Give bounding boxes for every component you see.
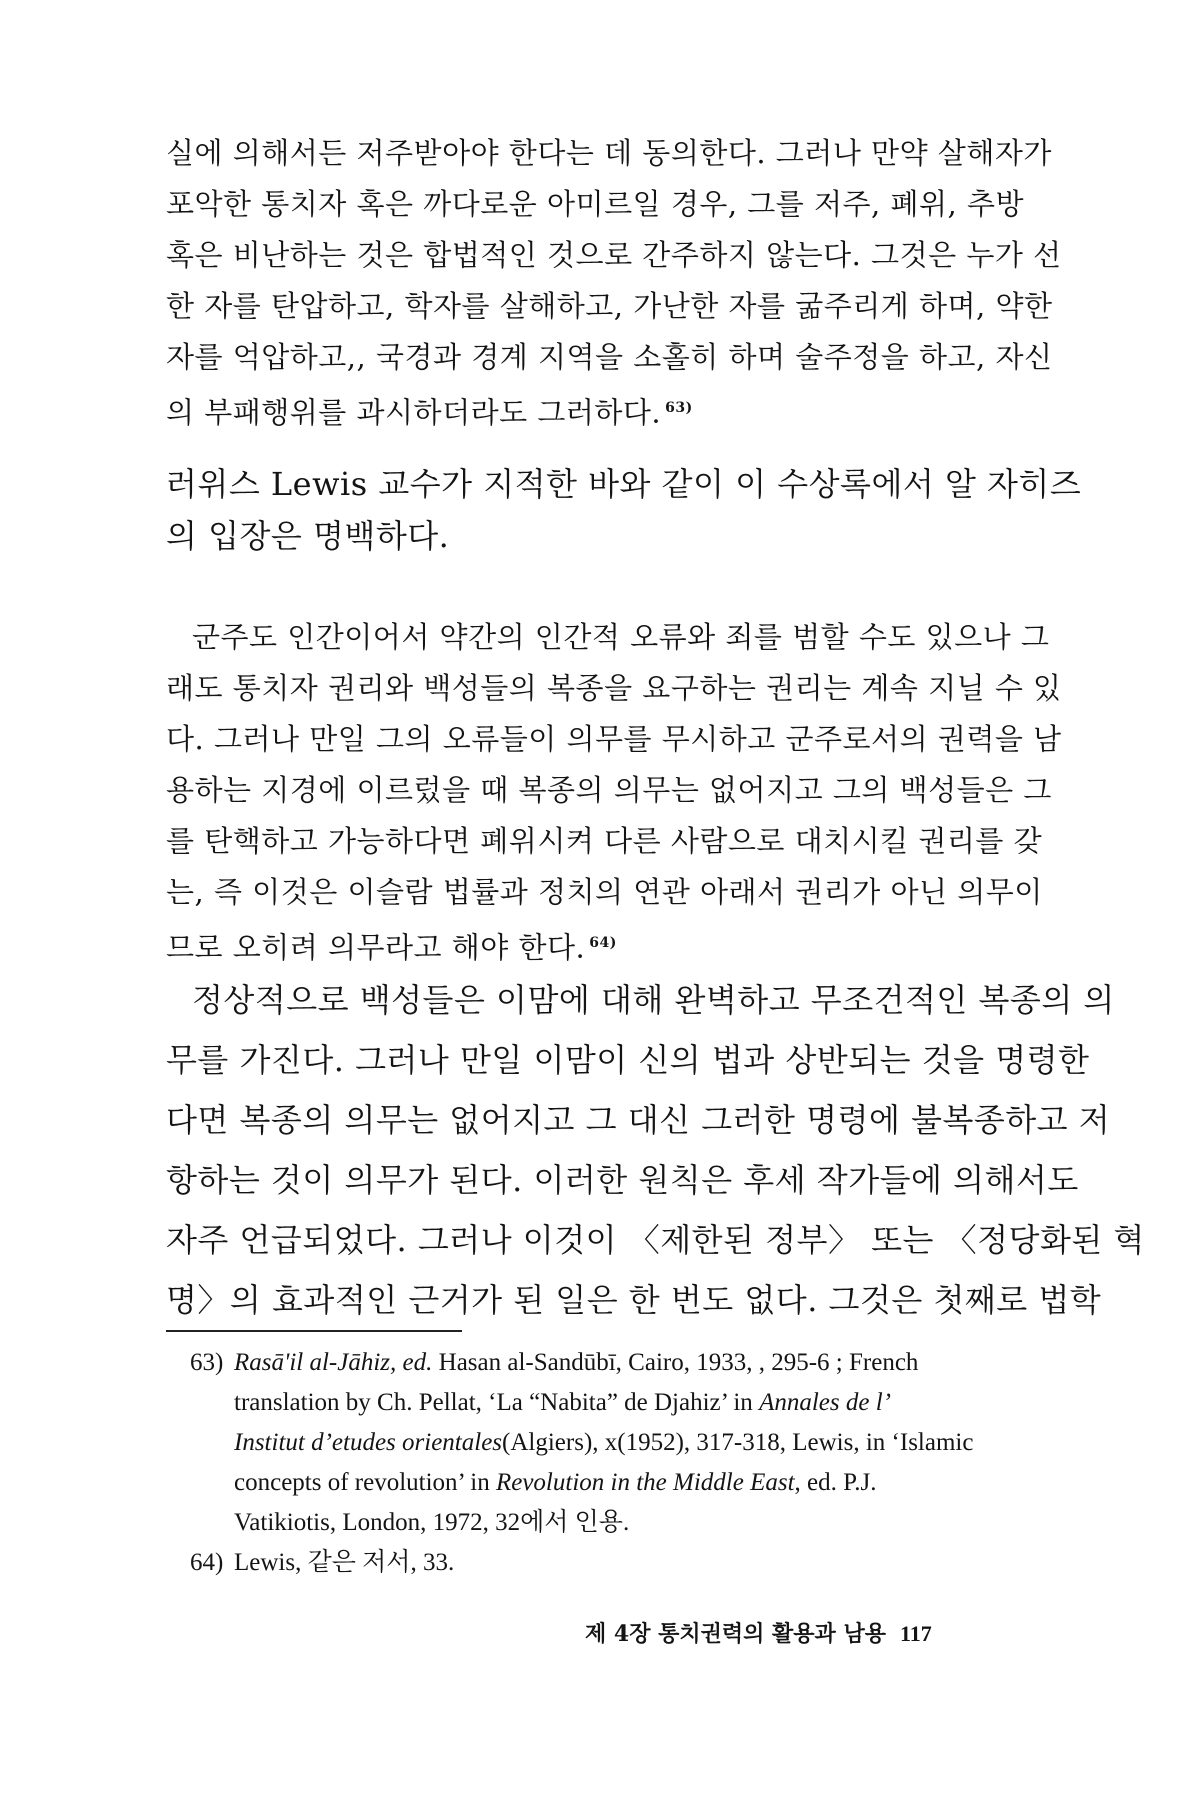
chapter-title: 제 4장 통치권력의 활용과 남용 (585, 1621, 886, 1647)
block-quote-2 (166, 612, 1062, 974)
footnotes (190, 1343, 1050, 1583)
footnote-63-line (190, 1463, 1050, 1503)
quote1-line: 의 부패행위를 과시하더라도 그러하다. (166, 395, 662, 430)
quote2-line: 를 탄핵하고 가능하다면 폐위시켜 다른 사람으로 대치시킬 권리를 갖 (166, 824, 1043, 858)
quote2-line: 래도 통치자 권리와 백성들의 복종을 요구하는 권리는 계속 지닐 수 있 (166, 671, 1062, 705)
footnote-63-line (190, 1383, 1050, 1423)
page-number: 117 (899, 1621, 932, 1646)
quote2-last-line (166, 918, 1041, 974)
quote1-line: 포악한 통치자 혹은 까다로운 아미르일 경우, 그를 저주, 폐위, 추방 (166, 187, 1024, 221)
footnote-63-title: Annales de l’ (759, 1389, 891, 1416)
footnote-ref-64: 64) (589, 935, 617, 951)
quote2-line: 다. 그러나 만일 그의 오류들이 의무를 무시하고 군주로서의 권력을 남 (166, 722, 1062, 756)
footnote-63-text: concepts of revolution’ in (234, 1469, 496, 1496)
paragraph-2 (166, 970, 1145, 1330)
footnote-64-number: 64) (190, 1549, 224, 1576)
page-footer (585, 1617, 932, 1648)
footnote-63-line: Vatikiotis, London, 1972, 32에서 인용. (234, 1509, 630, 1536)
footnote-63-line (190, 1423, 1050, 1463)
quote1-last-line (166, 383, 1041, 439)
footnote-63-title: Revolution in the Middle East (495, 1469, 795, 1496)
quote2-line: 므로 오히려 의무라고 해야 한다. (166, 930, 586, 965)
footnote-63-text: Hasan al-Sandūbī, Cairo, 1933, , 295-6 ; French (432, 1349, 919, 1376)
para2-line: 정상적으로 백성들은 이맘에 대해 완벽하고 무조건적인 복종의 의 (192, 981, 1115, 1019)
para2-line: 무를 가진다. 그러나 만일 이맘이 신의 법과 상반되는 것을 명령한 (166, 1041, 1090, 1079)
para1-line: 의 입장은 명백하다. (166, 517, 450, 555)
para2-line: 다면 복종의 의무는 없어지고 그 대신 그러한 명령에 불복종하고 저 (166, 1101, 1111, 1139)
footnote-ref-63: 63) (665, 400, 693, 416)
paragraph-1 (166, 458, 1082, 562)
quote2-line: 용하는 지경에 이르렀을 때 복종의 의무는 없어지고 그의 백성들은 그 (166, 773, 1052, 807)
para1-line: 러위스 Lewis 교수가 지적한 바와 같이 이 수상록에서 알 자히즈 (166, 465, 1082, 503)
para2-line: 자주 언급되었다. 그러나 이것이 〈제한된 정부〉 또는 〈정당화된 혁 (166, 1221, 1145, 1259)
quote1-line: 자를 억압하고,, 국경과 경계 지역을 소홀히 하며 술주정을 하고, 자신 (166, 340, 1053, 374)
footnote-63-text: translation by Ch. Pellat, ‘La “Nabita” de Djahiz’ in (234, 1389, 760, 1416)
footnote-separator (166, 1330, 462, 1332)
para2-line: 명〉의 효과적인 근거가 된 일은 한 번도 없다. 그것은 첫째로 법학 (166, 1281, 1102, 1319)
para2-line: 항하는 것이 의무가 된다. 이러한 원칙은 후세 작가들에 의해서도 (166, 1161, 1079, 1199)
quote2-line: 는, 즉 이것은 이슬람 법률과 정치의 연관 아래서 권리가 아닌 의무이 (166, 875, 1043, 909)
footnote-64 (190, 1543, 1050, 1583)
quote1-line: 실에 의해서든 저주받아야 한다는 데 동의한다. 그러나 만약 살해자가 (166, 136, 1052, 170)
quote2-line: 군주도 인간이어서 약간의 인간적 오류와 죄를 범할 수도 있으나 그 (192, 620, 1050, 654)
footnote-63-text: , ed. P.J. (794, 1469, 877, 1496)
footnote-64-text: Lewis, 같은 저서, 33. (234, 1549, 455, 1576)
footnote-63-title: Rasā'il al-Jāhiz, ed. (234, 1349, 433, 1376)
footnote-63-number: 63) (190, 1349, 224, 1376)
footnote-63-text: (Algiers), x(1952), 317-318, Lewis, in ‘Islamic (502, 1429, 974, 1456)
footnote-63 (190, 1343, 1050, 1543)
quote1-line: 혹은 비난하는 것은 합법적인 것으로 간주하지 않는다. 그것은 누가 선 (166, 238, 1062, 272)
quote1-line: 한 자를 탄압하고, 학자를 살해하고, 가난한 자를 굶주리게 하며, 약한 (166, 289, 1053, 323)
block-quote-1 (166, 128, 1062, 439)
footnote-63-title: Institut d’etudes orientales (234, 1429, 503, 1456)
